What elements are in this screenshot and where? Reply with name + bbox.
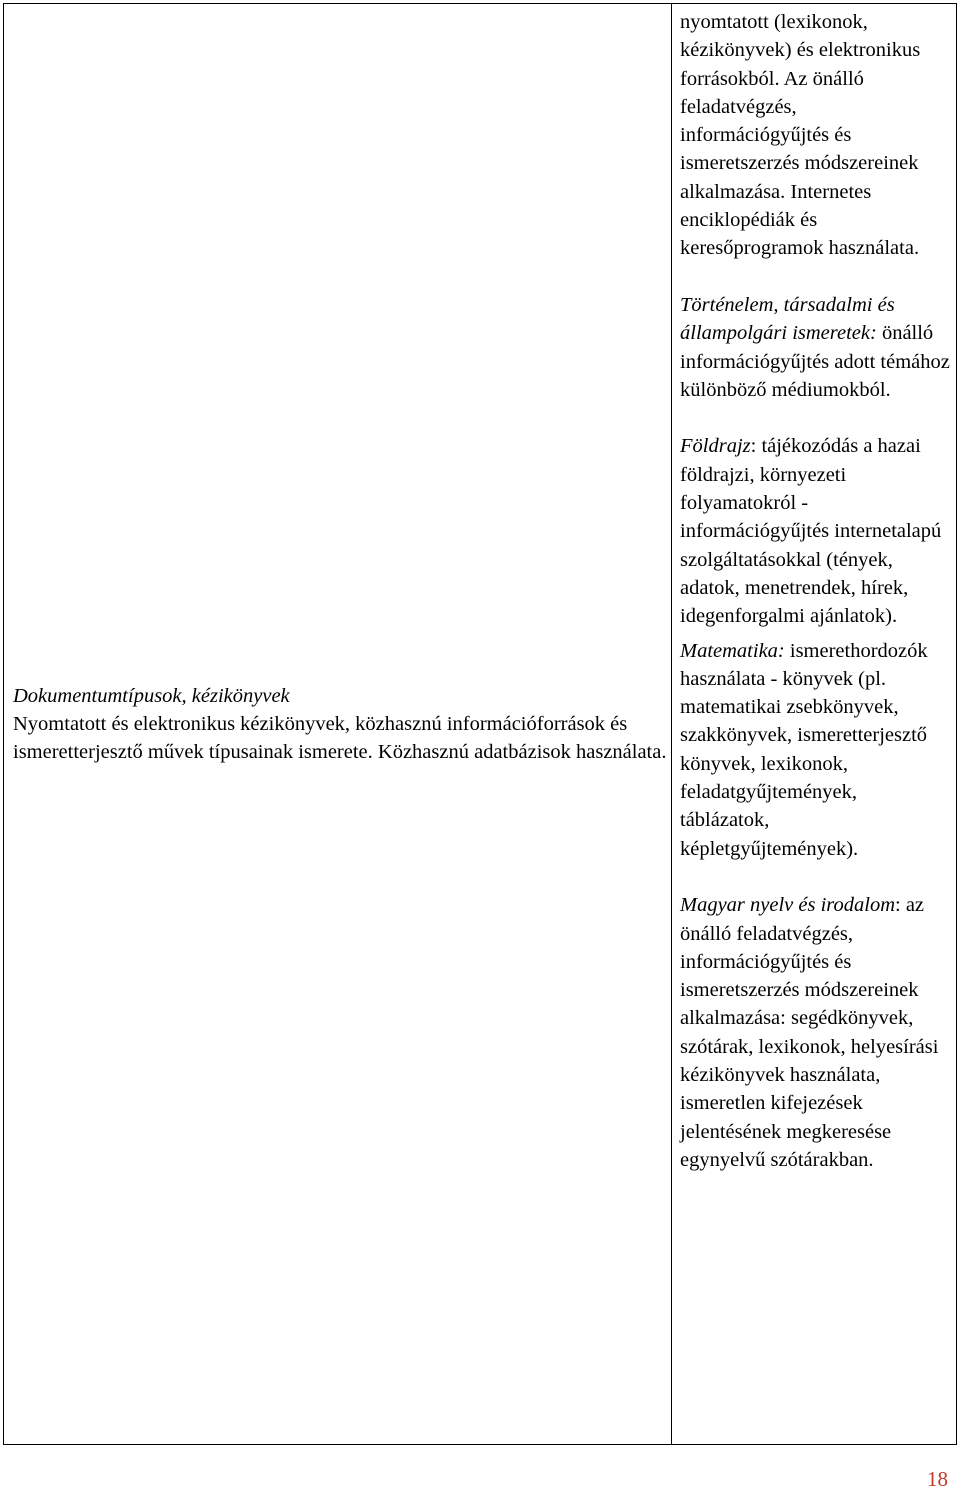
magyar-text: : az önálló feladatvégzés, információgyűjtés és ismeretszerzés módszereinek alkalmazása: segédkönyvek, szótárak, lexikonok, helyesírási kézikönyvek használata, ismeretlen kifejezések jelentésének megkeresése egynyelvű szótárakban. — [680, 894, 939, 1171]
matematika-text: ismerethordozók használata - könyvek (pl. matematikai zsebkönyvek, szakkönyvek, ismeretterjesztő könyvek, lexikonok, feladatgyűjtemények, táblázatok, képletgyűjtemények). — [680, 639, 928, 860]
table-row — [4, 4, 957, 1445]
left-cell — [4, 4, 672, 1445]
topic-description: Nyomtatott és elektronikus kézikönyvek, közhasznú információforrások és ismeretterjesztő művek típusainak ismerete. Közhasznú adatbázisok használata. — [13, 712, 667, 764]
tortenelem-text: önálló információgyűjtés adott témához különböző médiumokból. — [680, 322, 950, 401]
magyar-paragraph — [680, 891, 950, 1174]
matematika-paragraph — [680, 637, 950, 863]
right-cell-content — [672, 4, 956, 1174]
content-table — [3, 3, 957, 1445]
foldrajz-paragraph — [680, 432, 950, 630]
foldrajz-text: : tájékozódás a hazai földrajzi, környezeti folyamatokról - információgyűjtés internetalapú szolgáltatásokkal (tények, adatok, menetrendek, hírek, idegenforgalmi ajánlatok). — [680, 435, 942, 628]
page-number: 18 — [927, 1467, 948, 1491]
tortenelem-paragraph — [680, 291, 950, 404]
matematika-subject: Matematika: — [680, 639, 785, 662]
intro-paragraph — [680, 8, 950, 263]
intro-text: nyomtatott (lexikonok, kézikönyvek) és elektronikus forrásokból. Az önálló feladatvégzés, információgyűjtés és ismeretszerzés módszereinek alkalmazása. Internetes enciklopédiák és keresőprogramok használata. — [680, 11, 921, 260]
left-cell-content — [4, 682, 671, 767]
foldrajz-subject: Földrajz — [680, 435, 751, 458]
right-cell — [672, 4, 957, 1445]
magyar-subject: Magyar nyelv és irodalom — [680, 894, 896, 917]
topic-heading: Dokumentumtípusok, kézikönyvek — [13, 684, 290, 707]
tortenelem-subject: Történelem, társadalmi és állampolgári ismeretek: — [680, 293, 895, 345]
